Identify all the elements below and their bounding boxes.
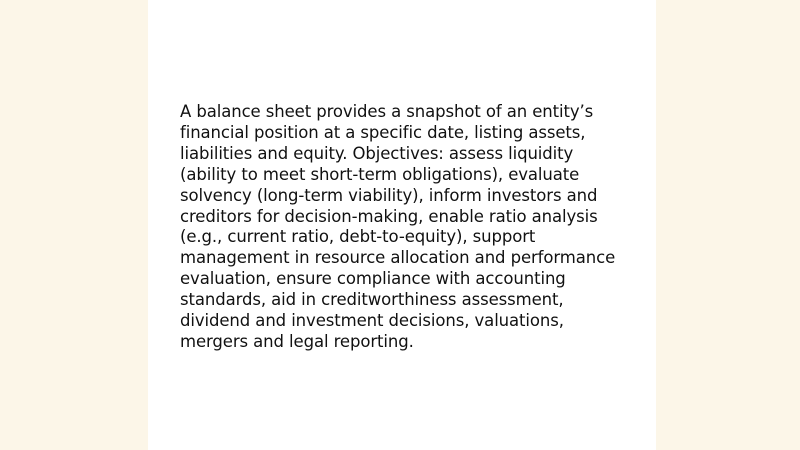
document-page — [148, 0, 656, 450]
body-paragraph: A balance sheet provides a snapshot of an entity’s financial position at a specific date, listing assets, liabilities and equity. Objectives: assess liquidity (ability to meet short-term obligations), evaluate solvency (long-term viability), inform investors and creditors for decision-making, enable ratio analysis (e.g., current ratio, debt-to-equity), support management in resource allocation and performance evaluation, ensure compliance with accounting standards, aid in creditworthiness assessment, dividend and investment decisions, valuations, mergers and legal reporting. — [180, 102, 616, 351]
